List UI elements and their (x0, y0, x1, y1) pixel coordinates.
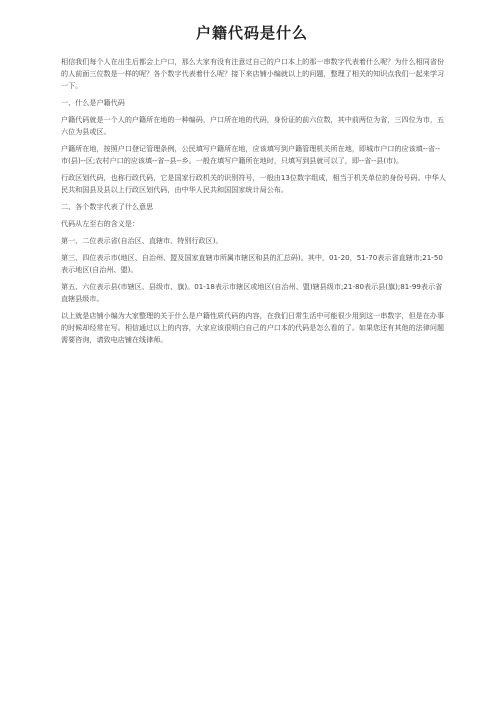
paragraph-admin-code: 行政区划代码，也称行政代码，它是国家行政机关的识别符号，一般由13位数字组成，相当于机关单位的身份号码。中华人民共和国县及县以上行政区划代码，由中华人民共和国国家统计局公布。 (61, 173, 446, 194)
paragraph-code-meaning: 代码从左至右的含义是： (61, 219, 140, 228)
paragraph-digits-1-2: 第一、二位表示省(自治区、直辖市、特别行政区)。 (61, 236, 223, 245)
paragraph-intro: 相信我们每个人在出生后都会上户口，那么大家有没有注意过自己的户口本上的那一串数字代表着什么呢？为什么相同省份的人前面三位数是一样的呢？各个数字代表着什么呢？接下来店铺小编就以上的问题，整理了相关的知识点我们一起来学习一下。 (61, 57, 445, 90)
paragraph-definition: 户籍代码就是一个人的户籍所在地的一种编码，户口所在地的代码，身份证的前六位数，其中前两位为省，三四位为市，五六位为县或区。 (61, 115, 445, 136)
paragraph-registration: 户籍所在地，按照户口登记管理条例，公民填写户籍所在地，应该填写到户籍管理机关所在地，即城市户口的应该填--省--市(县)--区;农村户口的应该填--省--县--乡。一般在填写户籍所在地时，只填写到县就可以了，即--省--县(市)。 (61, 144, 441, 165)
paragraph-digits-5-6: 第五、六位表示县(市辖区、县级市、旗)。01-18表示市辖区或地区(自治州、盟)辖县级市;21-80表示县(旗);81-99表示省直辖县级市。 (61, 282, 443, 303)
article-body (61, 56, 447, 351)
section-heading-1: 一、什么是户籍代码 (61, 98, 125, 107)
paragraph-conclusion: 以上就是店铺小编为大家整理的关于什么是户籍性质代码的内容，在我们日常生活中可能很少用到这一串数字，但是在办事的时候却经常在写。相信通过以上的内容，大家应该很明白自己的户口本的代码是怎么看的了。如果您还有其他的法律问题需要咨询，请致电店铺在线律师。 (61, 311, 445, 344)
page-title: 户籍代码是什么 (195, 24, 308, 42)
section-heading-2: 二、各个数字代表了什么意思 (61, 202, 154, 211)
paragraph-digits-3-4: 第三、四位表示市(地区、自治州、盟及国家直辖市所属市辖区和县的汇总码)。其中，01-20，51-70表示省直辖市;21-50表示地区(自治州、盟)。 (61, 253, 443, 274)
